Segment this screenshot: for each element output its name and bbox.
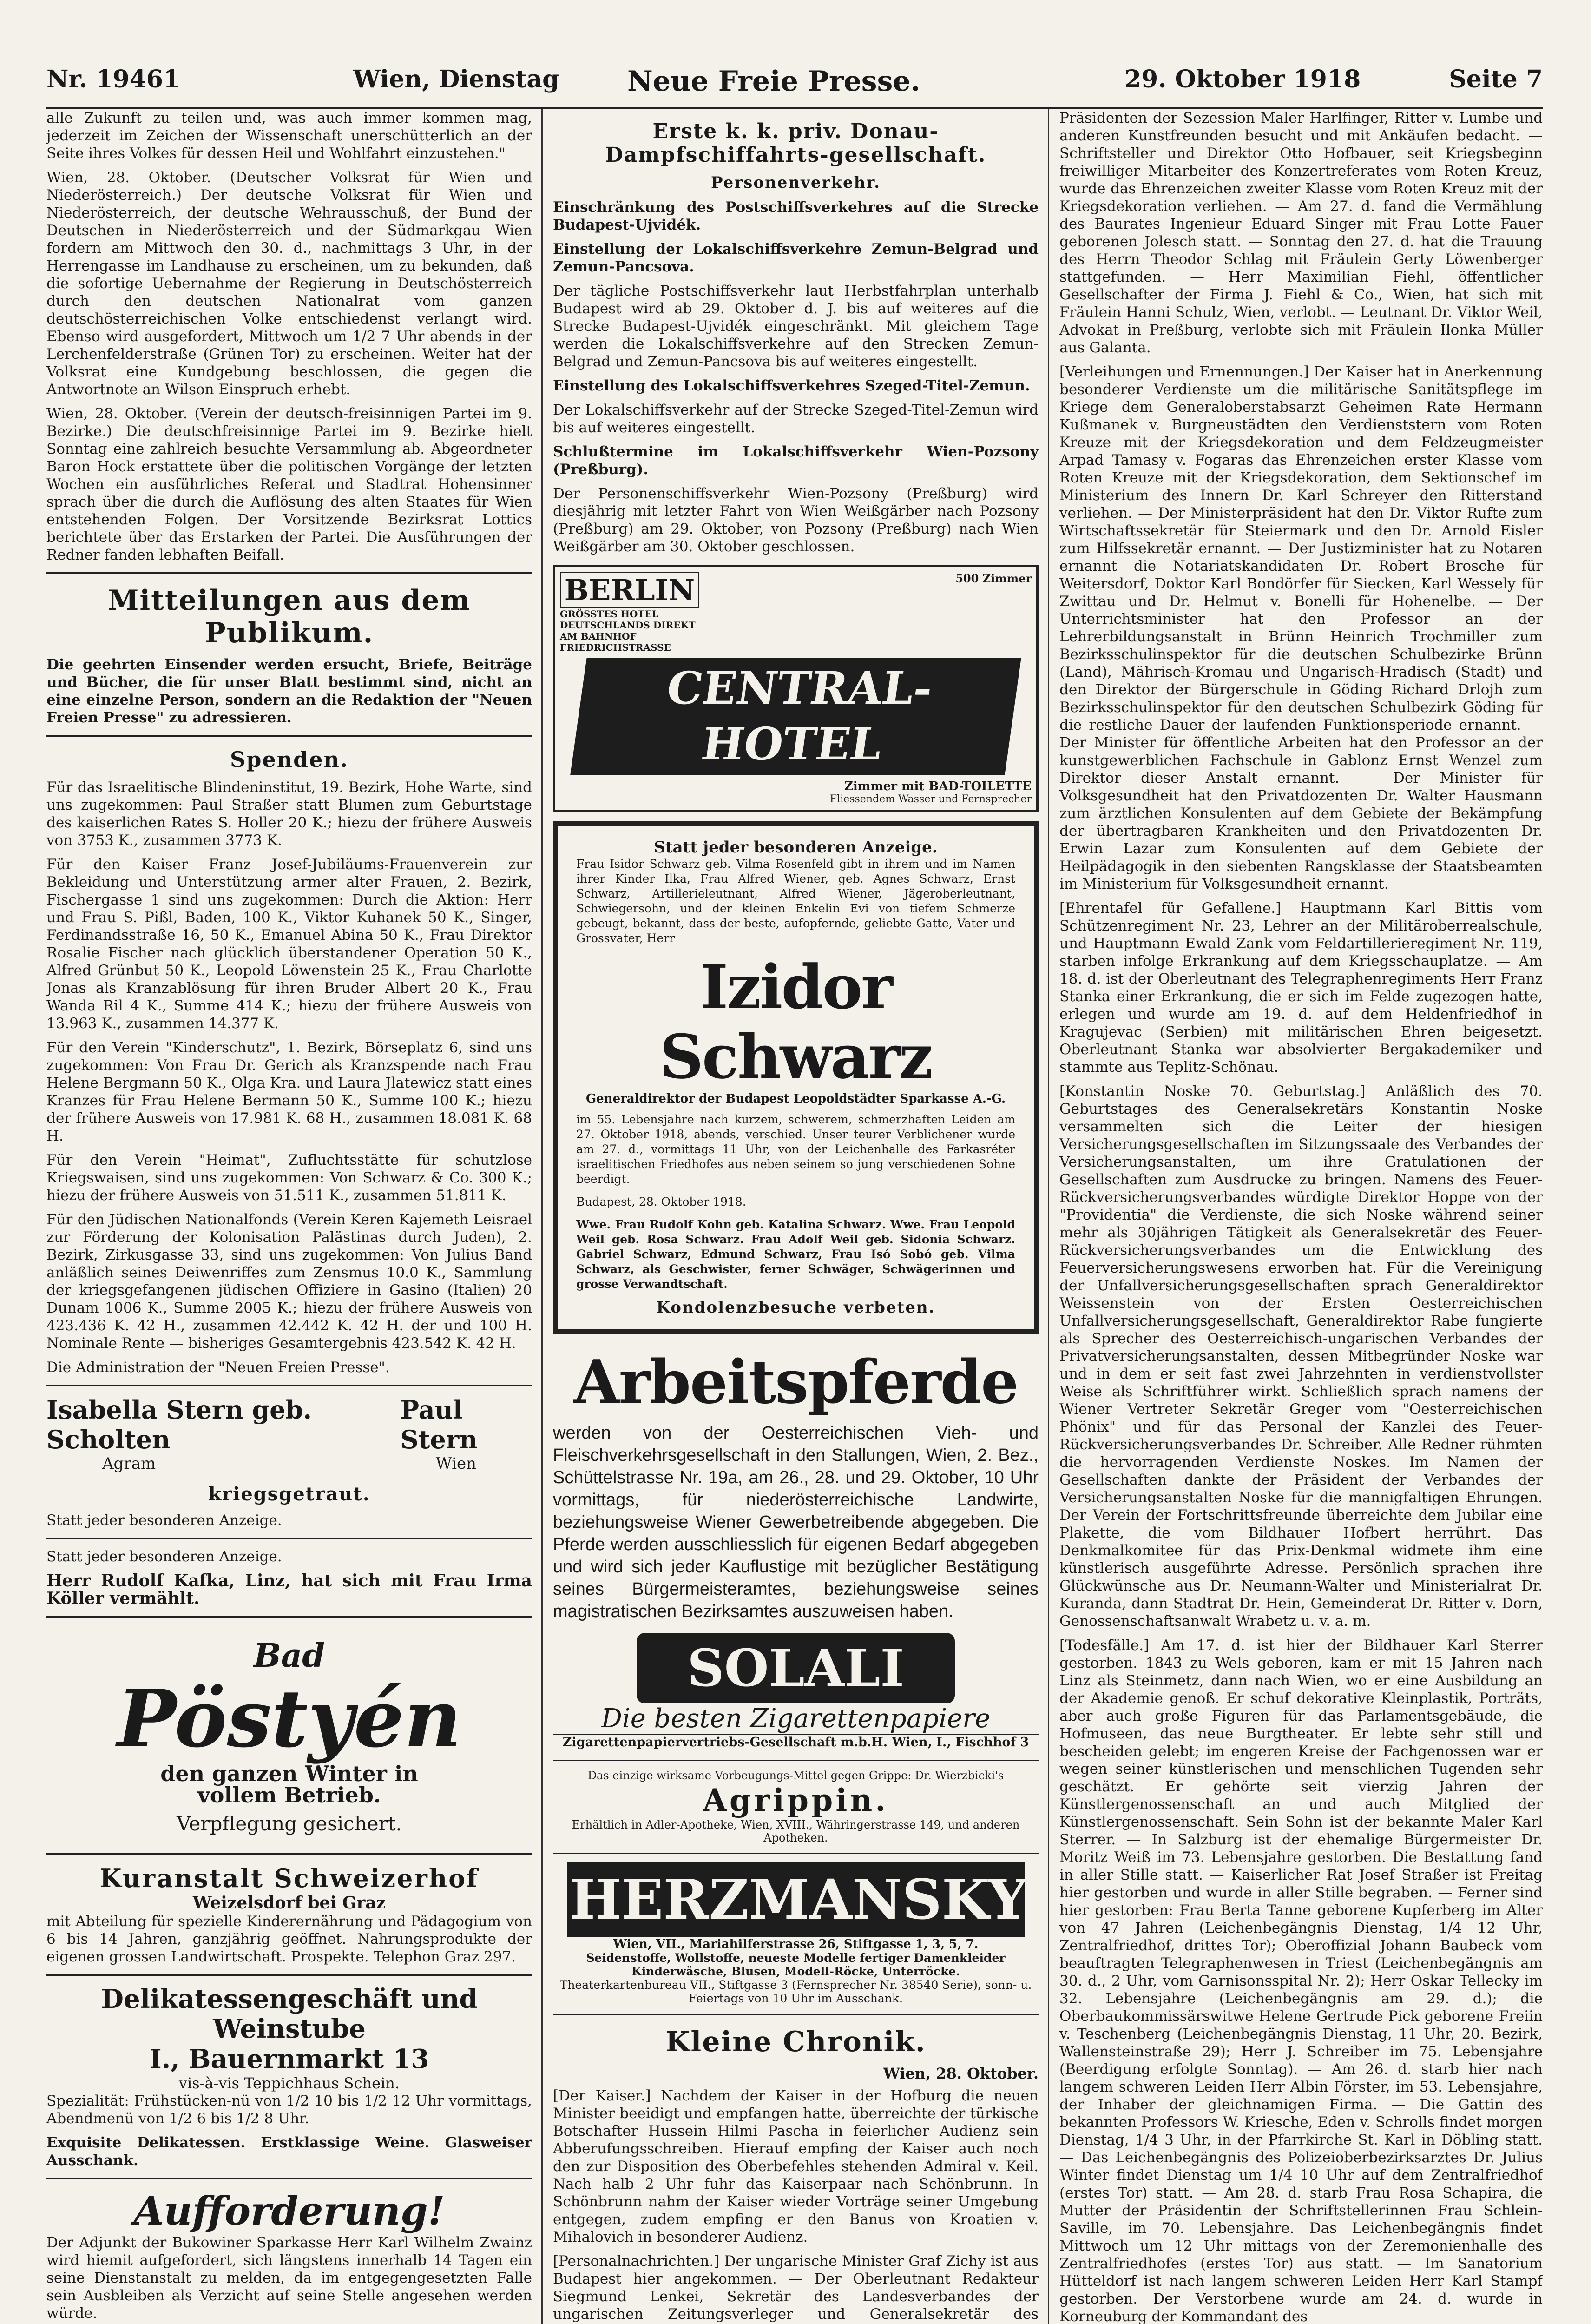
ad-central-hotel	[553, 565, 1039, 812]
herzmansky-brand: HERZMANSKY	[567, 1862, 1025, 1937]
obituary-header: Statt jeder besonderen Anzeige.	[654, 838, 938, 857]
ddsg-paragraph: Der Lokalschiffsverkehr auf der Strecke Szeged-Titel-Zemun wird bis auf weiteres eingestellt.	[553, 402, 1039, 436]
announcement-type: kriegsgetraut.	[208, 1483, 370, 1505]
hotel-rooms: 500 Zimmer	[955, 572, 1032, 585]
ad-line: vollem Betrieb.	[197, 1783, 381, 1808]
divider	[46, 1853, 532, 1855]
divider	[46, 2178, 532, 2179]
ad-kuranstalt	[46, 1863, 532, 1966]
article-paragraph: Wien, 28. Oktober. (Deutscher Volksrat für Wien und Niederösterreich.) Der deutsche Volksrat für Wien und Niederösterreich, der deutsche Wehrausschuß, der Bund der Deutschen in Niederösterreich und der Südmarkgau Wien fordern am Mittwoch den 30. d., nachmittags 3 Uhr, in der Herrengasse im Landhause zu erscheinen, um zu bekunden, daß die sofortige Uebernahme der Regierung in Deutschösterreich durch den deutschen Nationalrat vom ganzen deutschösterreichischen Volke entschiedenst verlangt wird. Ebenso wird ausgefordert, Mittwoch um 1/2 7 Uhr abends in der Lerchenfelderstraße (Grünen Tor) zu erscheinen. Weiter hat der Volksrat eine Kundgebung beschlossen, die gegen die Antwortnote an Wilson Einspruch erhebt.	[46, 169, 532, 398]
issue-date: 29. Oktober 1918	[1124, 65, 1361, 93]
ddsg-item-heading: Einstellung des Lokalschiffsverkehres Szeged-Titel-Zemun.	[553, 377, 1030, 394]
hotel-city: BERLIN	[560, 572, 699, 608]
marriage-announcement: Herr Rudolf Kafka, Linz, hat sich mit Frau Irma Köller vermählt.	[46, 1571, 532, 1608]
divider	[46, 1616, 532, 1618]
herzmansky-text: Seidenstoffe, Wollstoffe, neueste Modelle fertiger Damenkleider Kinderwäsche, Blusen, Modell-Röcke, Unterröcke.	[586, 1951, 1006, 1978]
administration-note: Die Administration der "Neuen Freien Presse".	[46, 1359, 390, 1376]
ad-heading: Delikatessengeschäft und Weinstube	[101, 1984, 478, 2044]
obituary-intro: Frau Isidor Schwarz geb. Vilma Rosenfeld gibt in ihrem und im Namen ihrer Kinder Ilka, Frau Alfred Wiener, geb. Agnes Schwarz, Ernst Schwarz, Artillerieleutnant, Alfred Wiener, Jägeroberleutnant, Schwiegersohn, und der kleinen Enkelin Evi von tiefem Schmerze gebeugt, bekannt, dass der beste, aufopfernde, geliebte Gatte, Vater und Grossvater, Herr	[576, 857, 1015, 945]
ad-bad-postyen	[46, 1627, 532, 1844]
divider	[553, 1853, 1039, 1854]
page-number: Seite 7	[1449, 65, 1543, 93]
divider	[46, 572, 532, 574]
ddsg-heading: Erste k. k. priv. Donau-Dampfschiffahrts-gesellschaft.	[605, 119, 986, 167]
hotel-tagline: GRÖSSTES HOTEL DEUTSCHLANDS DIREKT AM BAHNHOF FRIEDRICHSTRASSE	[560, 608, 696, 653]
ad-brand: Pöstyén	[117, 1672, 462, 1765]
ad-line: Verpflegung gesichert.	[177, 1812, 402, 1835]
article-paragraph: alle Zukunft zu teilen und, was auch immer kommen mag, jederzeit im Zeichen der Wissenschaft unerschütterlich an der Seite ihres Volkes für dessen Heil und Wohlfahrt einzustehen."	[46, 110, 532, 162]
ddsg-item-heading: Einstellung der Lokalschiffsverkehre Zemun-Belgrad und Zemun-Pancsova.	[553, 241, 1039, 275]
obituary-relatives: Wwe. Frau Rudolf Kohn geb. Katalina Schwarz. Wwe. Frau Leopold Weil geb. Rosa Schwarz. Frau Adolf Weil geb. Sidonia Schwarz. Gabriel Schwarz, Edmund Schwarz, Frau Isó Sobó geb. Vilma Schwarz, als Geschwister, ferner Schwäger, Schwägerinnen und grosse Verwandtschaft.	[576, 1218, 1015, 1291]
hotel-bath: Zimmer mit BAD-TOILETTE	[844, 779, 1032, 793]
article-paragraph: Wien, 28. Oktober. (Verein der deutsch-freisinnigen Partei im 9. Bezirke.) Die deutschfreisinnige Partei im 9. Bezirke hielt Sonntag eine zahlreich besuchte Versammlung ab. Abgeordneter Baron Hock erstattete über die politischen Vorgänge der letzten Wochen ein ausführliches Referat und Stadtrat Hohensinner sprach über die durch die Auflösung des alten Staates für Wien entstehenden Folgen. Der Vorsitzende Bezirksrat Lottics berichtete über das Erstarken der Partei. Die Ausführungen der Redner fanden lebhaften Beifall.	[46, 405, 532, 563]
obituary-schwarz	[553, 821, 1039, 1334]
agrippin-footer: Erhältlich in Adler-Apotheke, Wien, XVIII., Währingerstrasse 149, und anderen Apotheken.	[572, 1818, 1020, 1844]
section-heading: Spenden.	[230, 747, 348, 772]
section-heading: Mitteilungen aus dem Publikum.	[107, 584, 471, 649]
solali-brand: SOLALI	[637, 1633, 955, 1703]
place-day: Wien, Dienstag	[353, 65, 559, 93]
ad-delikatessen	[46, 1984, 532, 2169]
article-paragraph: Präsidenten der Sezession Maler Harlfinger, Ritter v. Lumbe und anderen Kunstfreunden besucht und mit Ankäufen bedacht. — Schriftsteller und Direktor Otto Hofbauer, seit Kriegsbeginn freiwilliger Mitarbeiter des Konzertreferates vom Roten Kreuz, wurde das Ehrenzeichen zweiter Klasse vom Roten Kreuz mit der Kriegsdekoration verliehen. — Am 27. d. fand die Vermählung des Baurates Ingenieur Eduard Singer mit Frau Lotte Fauer geborenen Jolesch statt. — Sonntag den 27. d. hat die Trauung des Herrn Theodor Schlag mit Fräulein Gerty Löwenberger stattgefunden. — Herr Maximilian Fiehl, öffentlicher Gesellschafter der Firma J. Fiehl & Co., Wien, hat sich mit Fräulein Hanni Schulz, Wien, verlobt. — Leutnant Dr. Viktor Weil, Advokat in Preßburg, verlobte sich mit Fräulein Ilonka Müller aus Galanta.	[1059, 110, 1543, 356]
obituary-text: im 55. Lebensjahre nach kurzem, schwerem, schmerzhaften Leiden am 27. Oktober 1918, abends, verschied. Unser teurer Verblichener wurde am 27. d., vormittags 11 Uhr, von der Leichenhalle des Farkasréter israelitischen Friedhofes aus neben seinem so jung verschiedenen Sohne beerdigt.	[576, 1113, 1015, 1186]
ad-subheading: Weizelsdorf bei Graz	[192, 1893, 386, 1913]
ad-address: I., Bauernmarkt 13	[149, 2044, 429, 2074]
column-right	[1059, 109, 1543, 2324]
masthead	[46, 56, 1543, 109]
obituary-date: Budapest, 28. Oktober 1918.	[576, 1195, 746, 1208]
divider	[46, 1385, 532, 1386]
announcement-note: Statt jeder besonderen Anzeige.	[46, 1512, 282, 1529]
newspaper-title: Neue Freie Presse.	[627, 65, 920, 98]
bride-place: Agram	[102, 1454, 156, 1473]
donation-item: Für den Jüdischen Nationalfonds (Verein Keren Kajemeth Leisrael zur Förderung der Kolonisation Palästinas durch Juden), 2. Bezirk, Zirkusgasse 33, sind uns zugekommen: Von Julius Band anläßlich seines Deiwenriffes zum Zensmus 10.0 K., Sammlung der kriegsgefangenen jüdischen Offiziere in Gasino (Italien) 20 Dunam 1006 K., Summe 2005 K.; hiezu der frühere Ausweis von 423.436 K. 42 H., zusammen 42.442 K. 42 H. der und 100 H. Nominale Rente — bisheriges Gesamtergebnis 423.542 K. 42 H.	[46, 1211, 532, 1352]
ad-herzmansky	[553, 1862, 1039, 2005]
column-rule	[541, 109, 543, 2324]
hotel-water: Fliessendem Wasser und Fernsprecher	[829, 793, 1032, 805]
article-paragraph: [Konstantin Noske 70. Geburtstag.] Anläßlich des 70. Geburtstages des Generalsekretärs Konstantin Noske versammelten sich die Leiter der hiesigen Versicherungsgesellschaften im Sitzungssaale des Verbandes der Versicherungsanstalten, um ihre Gratulationen der Gesellschaften zum Ausdrucke zu bringen. Namens des Feuer-Rückversicherungsverbandes würdigte Direktor Hoppe von der "Providentia" die Verdienste, die sich Noske während seiner mehr als 30jährigen Tätigkeit als Generalsekretär des Feuer-Rückversicherungsverbandes um die Entwicklung des Feuerversicherungswesens erworben hat. Für die Vereinigung der Unfallversicherungsgesellschaften sprach Generaldirektor Weissenstein von der Ersten Oesterreichischen Unfallversicherungsgesellschaft, Generaldirektor Rabe fungierte als Sprecher des Oesterreichisch-ungarischen Verbandes der Privatversicherungsanstalten, dessen Mitbegründer Noske war und in dem er seit fast zwei Jahrzehnten in verdienstvollster Weise als Schriftführer wirkt. Schließlich sprach namens der Wiener Vertreter Sekretär Greger vom "Oesterreichischen Phönix" und für das Personal der Kanzlei des Feuer-Rückversicherungsverbandes Dr. Schreiber. Alle Redner rühmten die hervorragenden Verdienste Noskes. Im Namen der Gesellschaften dankte der Präsident der Verbandes der Versicherungsanstalten Noske für die mannigfaltigen Ehrungen. Der Verein der Fortschrittsfreunde überreichte dem Jubilar eine Plakette, die vom Bildhauer Hofbert herrührt. Das Denkmalkomitee für das Prix-Denkmal widmete ihm eine künstlerisch ausgeführte Adresse. Persönlich sprachen ihre Glückwünsche aus Dr. Neumann-Walter und Ministerialrat Dr. Kuranda, dann Stadtrat Dr. Hein, Gemeinderat Dr. Ritter v. Dorn, Genossenschaftsanwalt Wrabetz u. v. a. m.	[1059, 1083, 1543, 1630]
hotel-name: CENTRAL-HOTEL	[570, 658, 1021, 775]
dateline: Wien, 28. Oktober.	[883, 2065, 1039, 2082]
groom-name: Paul Stern	[400, 1395, 478, 1454]
bride-name: Isabella Stern geb. Scholten	[46, 1395, 312, 1454]
ad-agrippin	[553, 1769, 1039, 1844]
ad-line: den ganzen Winter in	[160, 1761, 418, 1786]
article-paragraph: [Der Kaiser.] Nachdem der Kaiser in der Hofburg die neuen Minister beeidigt und empfangen hatte, überreichte der türkische Botschafter Hussein Hilmi Pascha in feierlicher Audienz sein Abberufungsschreiben. Hierauf empfing der Kaiser auch noch den zur Disposition des Oberbefehles stehenden Admiral v. Keil. Nach halb 2 Uhr fuhr das Kaiserpaar nach Schönbrunn. In Schönbrunn nahm der Kaiser wieder Vorträge seiner Umgebung entgegen, zudem empfing er den Banus von Kroatien v. Mihalovich in besonderer Audienz.	[553, 2087, 1039, 2245]
ddsg-item-heading: Einschränkung des Postschiffsverkehres auf die Strecke Budapest-Ujvidék.	[553, 199, 1039, 233]
ad-subheading: vis-à-vis Teppichhaus Schein.	[178, 2074, 400, 2092]
divider	[46, 1538, 532, 1539]
article-paragraph: [Todesfälle.] Am 17. d. ist hier der Bildhauer Karl Sterrer gestorben. 1843 zu Wels geboren, kam er mit 15 Jahren nach Linz als Steinmetz, dann nach Wien, wo er eine Ausbildung an der Akademie genoß. Er schuf dekorative Kleinplastik, Porträts, aber auch große Figuren für das Parlamentsgebäude, die Hofmuseen, das neue Burgtheater. Er lebte sehr still und bescheiden gelebt; im engeren Kreise der Fachgenossen war er wegen seiner künstlerischen und menschlichen Tugenden sehr geschätzt. Er gehörte seit vierzig Jahren der Künstlergenossenschaft an und auch Mitglied der Künstlergenossenschaft. Sein Sohn ist der bekannte Maler Karl Sterrer. — In Salzburg ist der ehemalige Bürgermeister Dr. Moritz Weiß im 73. Lebensjahre gestorben. Die Bestattung fand in aller Stille statt. — Kaiserlicher Rat Josef Straßer ist Freitag hier gestorben und wurde in aller Stille begraben. — Ferner sind hier gestorben: Frau Berta Tanne geborene Kupferberg im Alter von 47 Jahren (Leichenbegängnis Dienstag, 1/4 12 Uhr, Zentralfriedhof, drittes Tor); Oberoffizial Johann Baubeck vom beauftragten Telegraphenwesen in Triest (Leichenbegängnis am 30. d., 2 Uhr, vom Garnisonsspital Nr. 2); Herr Oskar Tellecky im 32. Lebensjahre (Leichenbegängnis am 29. d.); die Oberbaukommissärswitwe Helene Gertrude Pick geborene Freiin v. Teschenberg (Leichenbegängnis Dienstag, 11 Uhr, 20. Bezirk, Wallensteinstraße 29); Herr J. Schreiber im 75. Lebensjahre (Beerdigung erfolgte Sonntag). — Am 26. d. starb hier nach langem schweren Leiden Herr Albin Förster, im 53. Lebensjahre, der Inhaber der gleichnamigen Firma. — Die Gattin des bekannten Professors W. Kriesche, Eden v. Schrolls findet morgen Dienstag, 1/4 3 Uhr, in der Pfarrkirche St. Karl in Döbling statt. — Das Leichenbegängnis des Polizeioberbezirksarztes Dr. Julius Winter findet Dienstag um 1/4 10 Uhr auf dem Zentralfriedhof (erstes Tor) statt. — Am 28. d. starb Frau Rosa Schapira, die Mutter der Präsidentin der Schriftstellerinnen Frau Schlein-Saville, im 70. Lebensjahre. Das Leichenbegängnis findet Mittwoch um 12 Uhr mittags von der Zeremonienhalle des Zentralfriedhofes (erstes Tor) aus statt. — Im Sanatorium Hütteldorf ist nach langem schweren Leiden Herr Karl Stampf gestorben. Der Verstorbene wurde am 24. d. wurde in Korneuburg der Kommandant des	[1059, 1637, 1543, 2324]
ad-footer: Exquisite Delikatessen. Erstklassige Weine. Glasweiser Ausschank.	[46, 2134, 532, 2169]
notice-text: Der Adjunkt der Bukowiner Sparkasse Herr Karl Wilhelm Zwainz wird hiemit aufgefordert, sich längstens innerhalb 14 Tagen ein seine Dienstanstalt zu melden, da im entgegengesetzten Falle sein Ausbleiben als Verzicht auf seine Stelle angesehen werden würde.	[46, 2234, 532, 2322]
donation-item: Für den Kaiser Franz Josef-Jubiläums-Frauenverein zur Bekleidung und Unterstützung armer alter Frauen, 2. Bezirk, Fischergasse 1 sind uns zugekommen: Durch die Aktion: Herr und Frau S. Pißl, Baden, 100 K., Viktor Kuhanek 50 K., Singer, Ferdinandsstraße 16, 50 K., Emanuel Abina 50 K., Frau Direktor Rosalie Fischer nach glücklich überstandener Operation 50 K., Alfred Grünbut 50 K., Leopold Löwenstein 25 K., Frau Charlotte Jonas als Kranzablösung für ihren Bruder Albert 20 K., Frau Wanda Ril 4 K., Summe 414 K.; hiezu der frühere Ausweis von 13.963 K., zusammen 14.377 K.	[46, 856, 532, 1032]
ad-heading: Kuranstalt Schweizerhof	[99, 1863, 479, 1893]
editorial-notice: Die geehrten Einsender werden ersucht, Briefe, Beiträge und Bücher, die für unser Blatt bestimmt sind, nicht an eine einzelne Person, sondern an die Redaktion der "Neuen Freien Presse" zu adressieren.	[46, 656, 532, 726]
obituary-name: Izidor Schwarz	[659, 951, 932, 1092]
ad-arbeitspferde-heading: Arbeitspferde	[573, 1347, 1018, 1417]
donation-item: Für den Verein "Kinderschutz", 1. Bezirk, Börseplatz 6, sind uns zugekommen: Von Frau Dr. Gerich als Kranzspende nach Frau Helene Bergmann 50 K., Olga Kra. und Laura Jlatewicz statt eines Kranzes für Frau Helene Bermann 50 K., Summe 100 K.; hiezu der frühere Ausweis von 17.981 K. 68 H., zusammen 18.081 K. 68 H.	[46, 1039, 532, 1144]
herzmansky-footer: Theaterkartenbureau VII., Stiftgasse 3 (Fernsprecher Nr. 38540 Serie), sonn- u. Feiertags von 10 Uhr im Ausschank.	[559, 1978, 1032, 2005]
donation-item: Für das Israelitische Blindeninstitut, 19. Bezirk, Hohe Warte, sind uns zugekommen: Paul Straßer statt Blumen zum Geburtstage des kaiserlichen Rates S. Holler 20 K.; hiezu der frühere Ausweis von 3753 K., zusammen 3773 K.	[46, 779, 532, 849]
notice-heading: Aufforderung!	[133, 2188, 445, 2234]
article-paragraph: [Ehrentafel für Gefallene.] Hauptmann Karl Bittis vom Schützenregiment Nr. 23, Lehrer an der Militäroberrealschule, und Hauptmann Ewald Zank vom Feldartillerieregiment Nr. 119, starben infolge Erkrankung auf dem Kriegsschauplatze. — Am 18. d. ist der Oberleutnant des Telegraphenregiments Herr Franz Stanka einer Erkrankung, die er sich im Felde zugezogen hatte, erlegen und wurde am 19. d. auf dem Heldenfriedhof in Kragujevac (Serbien) mit militärischen Ehren beigesetzt. Oberleutnant Stanka war absolvierter Bergakademiker und stammte aus Teplitz-Schönau.	[1059, 900, 1543, 1076]
article-paragraph: [Verleihungen und Ernennungen.] Der Kaiser hat in Anerkennung besonderer Verdienste um die militärische Sanitätspflege im Kriege dem Generaloberstabsarzt Geheimen Rate Hermann Kußmanek v. Burgneustädten den Verdienststern vom Roten Kreuze mit der Kriegsdekoration und dem Feldzeugmeister Arpad Tamasy v. Fogaras das Ehrenzeichen erster Klasse vom Roten Kreuze mit der Kriegsdekoration, dem Sektionschef im Ministerium des Innern Dr. Karl Schreyer den Ritterstand verliehen. — Der Ministerpräsident hat den Dr. Viktor Rufte zum Wirtschaftssekretär für Steiermark und den Dr. Arnold Eisler zum Hilfssekretär ernannt. — Der Justizminister hat zu Notaren ernannt die Notariatskandidaten Dr. Robert Brosche für Weitersdorf, Doktor Karl Bondörfer für Siecken, Karl Wessely für Zwittau und Dr. Helmut v. Bonelli für Hohenelbe. — Der Unterrichtsminister hat den Professor an der Lehrerbildungsanstalt in Brünn Heinrich Trochmiller zum Bezirksschulinspektor für die deutschen Schulbezirke Brünn (Land), Mährisch-Kromau und Ungarisch-Hradisch (Stadt) und den Direktor der Bürgerschule in Göding Richard Drlojh zum Bezirksschulinspektor für den deutschen Schulbezirk Göding für die restliche Dauer der laufenden Funktionsperiode ernannt. — Der Minister für öffentliche Arbeiten hat den Professor an der kunstgewerblichen Fachschule in Gablonz Ernst Wenzel zum Direktor dieser Anstalt ernannt. — Der Minister für Volksgesundheit hat den Privatdozenten Dr. Walter Hausmann zum ärztlichen Konsulenten auf dem Gebiete der Bekämpfung der übertragbaren Krankheiten und den Privatdozenten Dr. Erwin Lazar zum Konsulenten auf dem Gebiete der Heilpädagogik in den siebenten Rangsklasse der Staatsbeamten im Ministerium für Volksgesundheit ernannt.	[1059, 363, 1543, 892]
agrippin-intro: Das einzige wirksame Vorbeugungs-Mittel gegen Grippe: Dr. Wierzbicki's	[587, 1769, 1004, 1782]
groom-place: Wien	[435, 1454, 476, 1473]
divider	[46, 1974, 532, 1976]
ad-text: mit Abteilung für spezielle Kinderernährung und Pädagogium von 6 bis 14 Jahren, ganzjährig geöffnet. Nahrungsprodukte der eigenen grossen Landwirtschaft. Prospekte. Telephon Graz 297.	[46, 1913, 532, 1965]
divider	[553, 1760, 1039, 1761]
ad-text: Spezialität: Frühstücken-nü von 1/2 10 bis 1/2 12 Uhr vormittags, Abendmenü von 1/2 6 bis 1/2 8 Uhr.	[46, 2093, 532, 2127]
agrippin-name: Agrippin.	[703, 1782, 889, 1818]
solali-footer: Zigarettenpapiervertriebs-Gesellschaft m.b.H. Wien, I., Fischhof 3	[553, 1734, 1039, 1750]
solali-slogan: Die besten Zigarettenpapiere	[601, 1703, 991, 1734]
ad-arbeitspferde-text: werden von der Oesterreichischen Vieh- und Fleischverkehrsgesellschaft in den Stallungen, Wien, 2. Bez., Schüttelstrasse Nr. 19a, am 26., 28. und 29. Oktober, 10 Uhr vormittags, für niederösterreichische Landwirte, beziehungsweise Wiener Gewerbetreibende abgegeben. Die Pferde werden ausschliesslich für eigenen Bedarf abgegeben und wird sich jeder Kauflustige mit bezüglicher Bestätigung seines Bürgermeisteramtes, beziehungsweise seines magistratischen Bezirksamtes auszuweisen haben.	[553, 1423, 1039, 1621]
column-middle	[553, 109, 1039, 2324]
ddsg-subheading: Personenverkehr.	[711, 173, 881, 192]
ddsg-paragraph: Der tägliche Postschiffsverkehr laut Herbstfahrplan unterhalb Budapest wird ab 29. Oktober d. J. bis auf weiteres auf die Strecke Budapest-Ujvidék eingeschränkt. Mit gleichem Tage werden die Lokalschiffsverkehre auf den Strecken Zemun-Belgrad und Zemun-Pancsova bis auf weiteres eingestellt.	[553, 283, 1039, 370]
ad-subtitle: Bad	[253, 1636, 325, 1675]
divider	[553, 2014, 1039, 2015]
obituary-footer: Kondolenzbesuche verbeten.	[656, 1298, 935, 1317]
obituary-title: Generaldirektor der Budapest Leopoldstädter Sparkasse A.-G.	[585, 1092, 1006, 1106]
divider	[46, 735, 532, 737]
issue-number: Nr. 19461	[46, 65, 180, 93]
herzmansky-address: Wien, VII., Mariahilferstrasse 26, Stiftgasse 1, 3, 5, 7.	[613, 1937, 979, 1951]
notice-aufforderung	[46, 2188, 532, 2324]
column-left	[46, 109, 532, 2324]
section-heading: Kleine Chronik.	[665, 2026, 926, 2058]
donation-item: Für den Verein "Heimat", Zufluchtsstätte für schutzlose Kriegswaisen, sind uns zugekommen: Von Schwarz & Co. 300 K.; hiezu der frühere Ausweis von 51.511 K., zusammen 51.811 K.	[46, 1152, 532, 1204]
column-rule	[1048, 109, 1049, 2324]
announcement-note: Statt jeder besonderen Anzeige.	[46, 1548, 282, 1565]
article-paragraph: [Personalnachrichten.] Der ungarische Minister Graf Zichy ist aus Budapest hier angekommen. — Der Oberleutnant Redakteur Siegmund Lenkei, Sekretär des Landesverbandes der ungarischen Zeitungsverleger und Generalsekretär des	[553, 2253, 1039, 2323]
wedding-announcement	[46, 1395, 532, 1529]
ddsg-paragraph: Der Personenschiffsverkehr Wien-Pozsony (Preßburg) wird diesjährig mit letzter Fahrt von Wien Weißgärber nach Pozsony (Preßburg) am 29. Oktober, von Pozsony (Preßburg) nach Wien Weißgärber am 30. Oktober geschlossen.	[553, 485, 1039, 555]
ddsg-item-heading: Schlußtermine im Lokalschiffsverkehr Wien-Pozsony (Preßburg).	[553, 443, 1039, 478]
ad-solali	[553, 1633, 1039, 1750]
